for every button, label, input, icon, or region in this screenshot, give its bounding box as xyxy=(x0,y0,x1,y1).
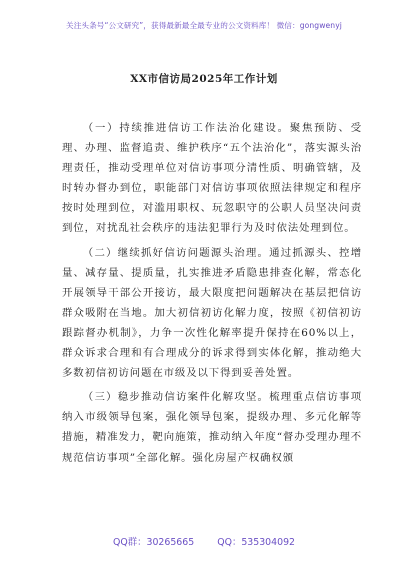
paragraph-2: （二）继续抓好信访问题源头治理。通过抓源头、控增量、减存量、提质量，扎实推进矛盾隐患排查化解，常态化开展领导干部公开接访，最大限度把问题解决在基层把信访群众吸附在当地。加大初信初访化解力度，按照《初信初访跟踪督办机制》，力争一次性化解率提升保持在60%以上，群众诉求合理和有合理成分的诉求得到实体化解，推动绝大多数初信初访问题在市级及以下得到妥善处置。 xyxy=(62,246,362,380)
footer xyxy=(0,534,408,548)
header-banner: 关注头条号“公文研究”，获得最新最全最专业的公文资料库！ 微信：gongwenyj xyxy=(66,21,342,30)
paragraph-3: （三）稳步推动信访案件化解攻坚。梳理重点信访事项纳入市级领导包案，强化领导包案，提级办理、多元化解等措施，精准发力，靶向施策，推动纳入年度“督办受理办理不规范信访事项”全部化解。强化房屋产权确权颁 xyxy=(62,391,362,464)
footer-qq-group: QQ群：30265665 xyxy=(112,537,195,548)
footer-qq: QQ：535304092 xyxy=(217,537,296,548)
paragraph-1: （一）持续推进信访工作法治化建设。聚焦预防、受理、办理、监督追责、维护秩序“五个法治化”，落实源头治理责任，推动受理单位对信访事项分清性质、明确管辖，及时转办督办到位，职能部门对信访事项依照法律规定和程序按时处理到位，对滥用职权、玩忽职守的公职人员坚决问责到位，对扰乱社会秩序的违法犯罪行为及时依法处理到位。 xyxy=(62,122,362,235)
document-title: XX市信访局2025年工作计划 xyxy=(130,73,278,85)
document-body xyxy=(62,118,362,472)
